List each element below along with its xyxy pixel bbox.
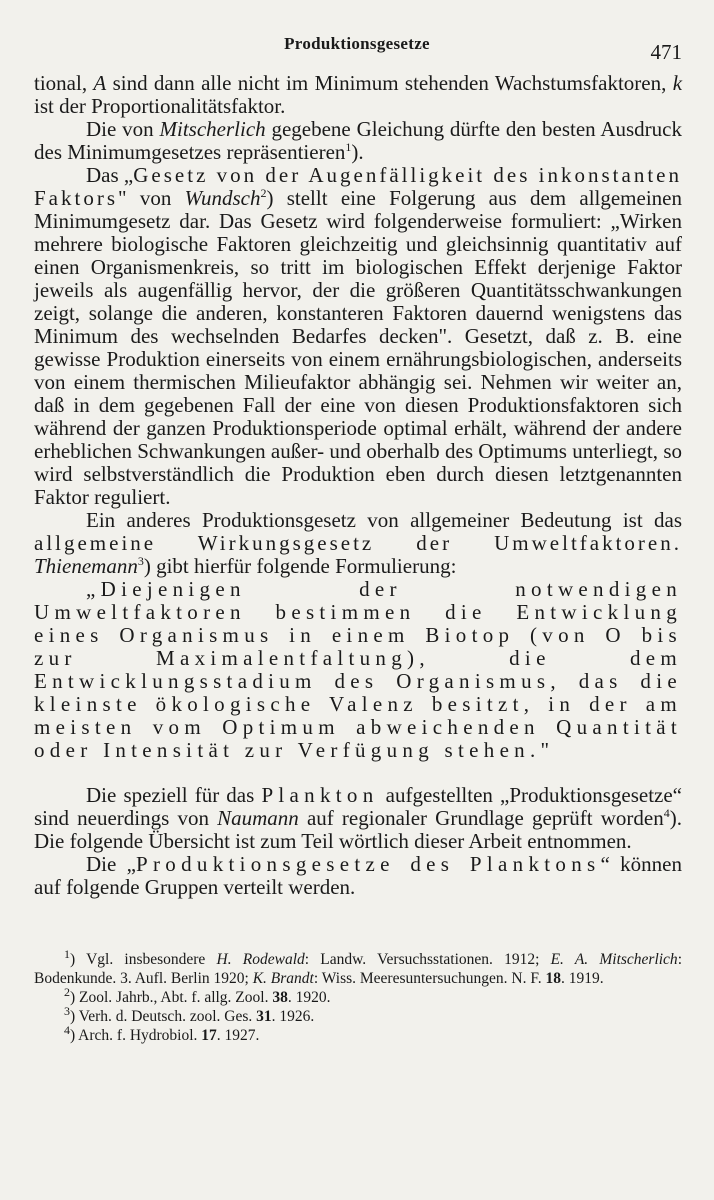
author-name: Mitscherlich [159, 117, 266, 141]
paragraph-1 [34, 72, 682, 118]
volume-number: 17 [201, 1027, 217, 1044]
footnotes [34, 946, 682, 1045]
law-name: Gesetz von der Augenfälligkeit des inkonstanten Faktors [34, 163, 682, 210]
text-run: Ein anderes Produktionsgesetz von allgemeiner Bedeutung ist das [86, 508, 682, 532]
author-name: E. A. Mitscherlich [550, 951, 678, 968]
footnote-ref: 4 [663, 806, 670, 820]
page-number: 471 [650, 40, 682, 64]
text-run: . 1919. [560, 970, 604, 987]
volume-number: 31 [256, 1008, 272, 1025]
text-run: ) Verh. d. Deutsch. zool. Ges. [70, 1008, 257, 1025]
text-run: sind dann alle nicht im Minimum stehenden Wachstumsfaktoren, [106, 71, 673, 95]
volume-number: 18 [545, 970, 561, 987]
paragraph-2 [34, 118, 682, 164]
law-name: Produktionsgesetze des Planktons [136, 852, 601, 876]
law-name: allgemeine Wirkungsgesetz der Umweltfaktoren. [34, 531, 682, 555]
text-run: ) Zool. Jahrb., Abt. f. allg. Zool. [70, 989, 273, 1006]
text-run: aufgestellten „Produktionsgesetze“ sind neuerdings von [34, 783, 682, 830]
footnote-ref: 1 [345, 140, 352, 154]
footnote-4 [34, 1022, 682, 1045]
author-name: H. Rodewald [216, 951, 305, 968]
text-run: . 1920. [287, 989, 331, 1006]
author-name: Wundsch [184, 186, 261, 210]
footnote-1 [34, 946, 682, 988]
author-name: Naumann [217, 806, 299, 830]
footnote-mark: 3 [64, 1003, 70, 1018]
footnote-ref: 2 [260, 186, 267, 200]
text-run: Die von [86, 117, 160, 141]
text-run: ist der Proportionalitätsfaktor. [34, 94, 286, 118]
text-run: ) gibt hierfür folgende Formulierung: [143, 554, 457, 578]
variable-k: k [672, 71, 683, 95]
text-run: Das „ [86, 163, 134, 187]
text-run: Die speziell für das [86, 783, 262, 807]
spacer [34, 762, 682, 784]
footnote-3 [34, 1003, 682, 1026]
running-head: Produktionsgesetze [284, 34, 430, 53]
page-header [0, 34, 714, 64]
body-text [34, 72, 682, 899]
volume-number: 38 [272, 989, 288, 1006]
text-run: Die „ [86, 852, 137, 876]
footnote-mark: 4 [64, 1022, 70, 1037]
text-run: : Wiss. Meeresuntersuchungen. N. F. [313, 970, 546, 987]
text-run: tional, [34, 71, 94, 95]
text-run: . 1927. [216, 1027, 260, 1044]
text-run: ) stellt eine Folgerung aus dem allgemeinen Minimumgesetz dar. Das Gesetz wird folgenderweise formuliert: „Wirken mehrere biologische Faktoren gleichzeitig und gleichsinnig quantitativ auf einen Organismenkreis, so tritt im biologischen Effekt derjenige Faktor jeweils als augenfällig hervor, der die größeren Quantitätsschwankungen zeigt, solange die anderen, konstanteren Faktoren dauernd wenigstens das Minimum des wechselnden Bedarfes decken". Gesetzt, daß z. B. eine gewisse Produktion einerseits von einem ernährungsbiologischen, anderseits von einem thermischen Milieufaktor abhängig sei. Nehmen wir weiter an, daß in dem gegebenen Fall der eine von diesen Produktionsfaktoren sich während der ganzen Produktionsperiode optimal erhält, während der andere erheblichen Schwankungen außer- und oberhalb des Optimums unterliegt, so wird selbstverständlich die Produktion eben durch diesen letztgenannten Faktor reguliert. [34, 186, 682, 509]
paragraph-5 [34, 784, 682, 853]
footnote-mark: 1 [64, 946, 70, 961]
text-run: : Landw. Versuchsstationen. 1912; [304, 951, 551, 968]
text-run: ) Vgl. insbesondere [70, 951, 217, 968]
paragraph-6 [34, 853, 682, 899]
text-run: : Bodenkunde. 3. Aufl. Berlin 1920; [34, 951, 682, 987]
author-name: K. Brandt [252, 970, 314, 987]
footnote-mark: 2 [64, 984, 70, 999]
paragraph-3 [34, 164, 682, 509]
text-run: . 1926. [271, 1008, 315, 1025]
footnote-2 [34, 984, 682, 1007]
text-run: ). [351, 140, 364, 164]
author-name: Thienemann [34, 554, 138, 578]
quotation: „Diejenigen der notwendigen Umweltfaktoren bestimmen die Entwicklung eines Organismus in einem Biotop (von O bis zur Maximalentfaltung), die dem Entwicklungsstadium des Organismus, das die kleinste ökologische Valenz besitzt, in der am meisten vom Optimum abweichenden Quantität oder Intensität zur Verfügung stehen." [34, 577, 682, 762]
text-run: auf regionaler Grundlage geprüft worden [298, 806, 664, 830]
paragraph-4 [34, 509, 682, 578]
text-run: gegebene Gleichung dürfte den besten Ausdruck des Minimumgesetzes repräsentieren [34, 117, 682, 164]
variable-a: A [93, 71, 107, 95]
text-run: " von [118, 186, 185, 210]
text-run: ). Die folgende Übersicht ist zum Teil wörtlich dieser Arbeit entnommen. [34, 806, 682, 853]
text-run: ) Arch. f. Hydrobiol. [70, 1027, 202, 1044]
text-run: “ können auf folgende Gruppen verteilt werden. [34, 852, 682, 899]
footnote-ref: 3 [137, 554, 144, 568]
emphasis-plankton: Plankton [261, 783, 379, 807]
